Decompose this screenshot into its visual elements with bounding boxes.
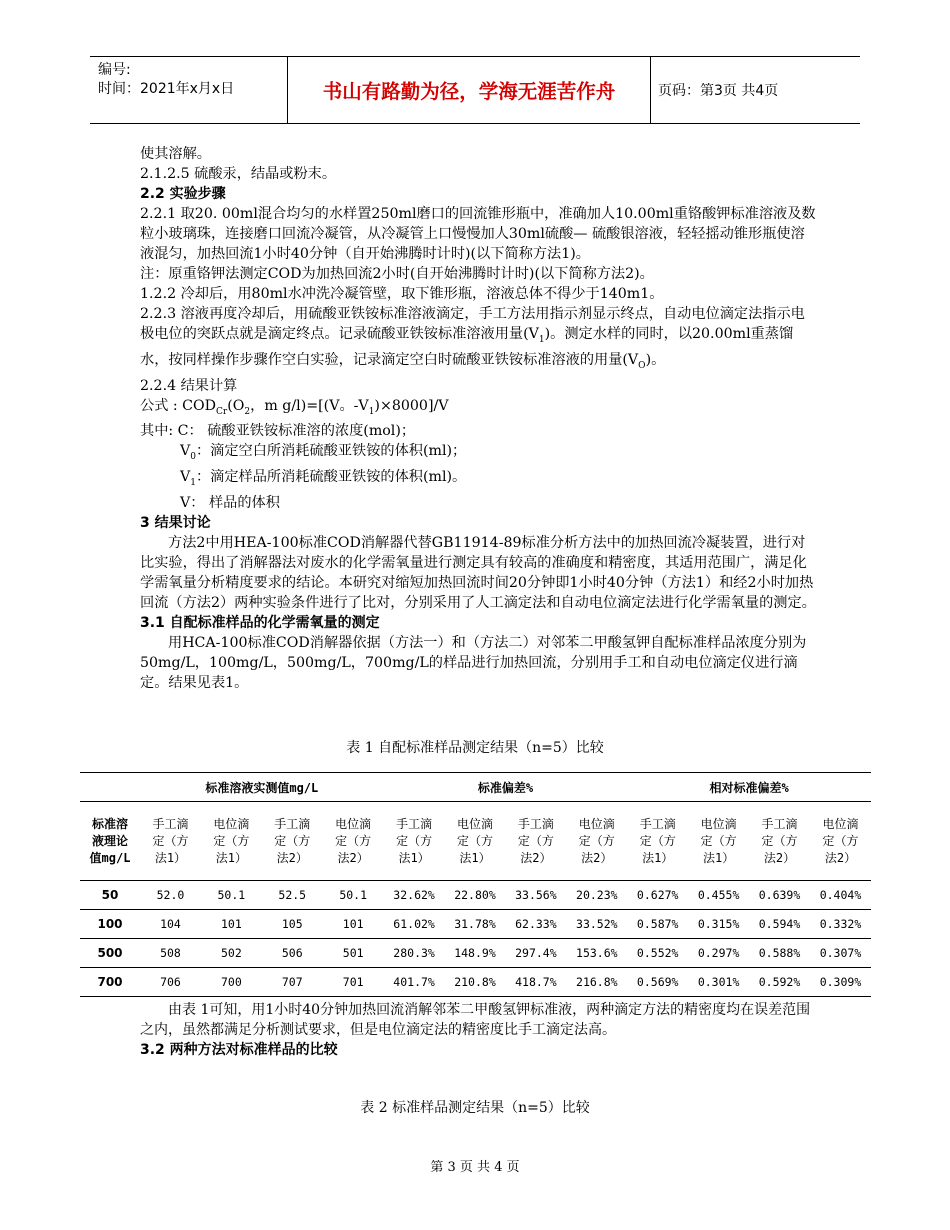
table-header-text: 电位滴定（方法2） — [335, 816, 372, 865]
header-meta — [98, 61, 288, 99]
section-heading: 3.2 两种方法对标准样品的比较 — [140, 1042, 338, 1058]
table-header-text: 手工滴定（方法2） — [517, 816, 554, 865]
table-header-cell — [810, 802, 871, 881]
table-cell: 50.1 — [201, 881, 262, 910]
paragraph: 由表 1可知，用1小时40分钟加热回流消解邻苯二甲酸氢钾标准液，两种滴定方法的精密度均在误差范围之内，虽然都满足分析测试要求，但是电位滴定法的精密度比手工滴定法高。 — [140, 1002, 811, 1038]
results-table — [80, 772, 871, 997]
section-heading: 3.1 自配标准样品的化学需氧量的测定 — [140, 615, 380, 632]
table-cell: 700 — [201, 968, 262, 997]
table-cell: 31.78% — [445, 910, 506, 939]
table-cell: 62.33% — [505, 910, 566, 939]
table-caption: 表 1 自配标准样品测定结果（n=5）比较 — [346, 740, 604, 756]
paragraph: 用HCA-100标准COD消解器依据（方法一）和（方法二）对邻苯二甲酸氢钾自配标准样品浓度分别为50mg/L，100mg/L，500mg/L，700mg/L的样品进行加热回流，分别用手工和自动电位滴定仪进行滴定。结果见表1。 — [140, 635, 807, 692]
paragraph: 2.1.2.5 硫酸汞，结晶或粉末。 — [140, 166, 337, 182]
table-header-cell — [80, 773, 140, 802]
table-body — [80, 881, 871, 997]
paragraph — [140, 304, 816, 376]
after-table-section — [140, 1000, 820, 1060]
table-row — [80, 939, 871, 968]
paragraph: 2.2.4 结果计算 — [140, 377, 238, 394]
table-cell: 0.297% — [688, 939, 749, 968]
table-cell: 0.587% — [627, 910, 688, 939]
formula — [140, 396, 816, 422]
table-row — [80, 968, 871, 997]
table-header-text: 标准溶液理论值mg/L — [89, 816, 131, 865]
table-cell: 101 — [201, 910, 262, 939]
text: 公式 : COD — [140, 397, 217, 414]
subscript: Cr — [216, 406, 228, 417]
table-cell: 32.62% — [384, 881, 445, 910]
table-header-text: 手工滴定（方法1） — [396, 816, 433, 865]
table-cell: 506 — [262, 939, 323, 968]
table-cell: 0.588% — [749, 939, 810, 968]
table-cell: 0.455% — [688, 881, 749, 910]
table-cell: 401.7% — [384, 968, 445, 997]
table-cell: 701 — [323, 968, 384, 997]
table-header-cell — [80, 802, 140, 881]
table-cell: 707 — [262, 968, 323, 997]
table-cell: 50.1 — [323, 881, 384, 910]
text: )×8000]/V — [374, 397, 449, 414]
table-cell: 153.6% — [566, 939, 627, 968]
text: V — [180, 443, 191, 460]
page-header — [90, 56, 860, 124]
header-time-label: 时间：2021年x月x日 — [98, 81, 235, 97]
table-cell: 105 — [262, 910, 323, 939]
table-cell: 418.7% — [505, 968, 566, 997]
table-cell: 0.552% — [627, 939, 688, 968]
table-cell: 706 — [140, 968, 201, 997]
text: )。测定水样的同时，以20.00ml重蒸馏水，按同样操作步骤作空白实验，记录滴定空白时硫酸亚铁铵标准溶液的用量(V — [140, 326, 794, 368]
table-cell: 0.307% — [810, 939, 871, 968]
table-cell: 104 — [140, 910, 201, 939]
variable-definition — [140, 467, 816, 493]
table-cell: 0.309% — [810, 968, 871, 997]
table-header-text: 电位滴定（方法2） — [822, 816, 859, 865]
variable-definition: V： 样品的体积 — [180, 495, 280, 512]
table-header-cell — [566, 802, 627, 881]
header-divider — [650, 57, 651, 123]
table-header-cell — [384, 802, 445, 881]
table-cell: 280.3% — [384, 939, 445, 968]
table-header-cell — [323, 802, 384, 881]
table-header-cell — [688, 802, 749, 881]
table-cell: 50 — [80, 881, 140, 910]
table-cell: 508 — [140, 939, 201, 968]
table-cell: 0.301% — [688, 968, 749, 997]
table-cell: 100 — [80, 910, 140, 939]
table-cell: 0.404% — [810, 881, 871, 910]
table-cell: 148.9% — [445, 939, 506, 968]
page-footer: 第 3 页 共 4 页 — [430, 1160, 520, 1175]
text: 2.2.3 溶液再度冷却后，用硫酸亚铁铵标准溶液滴定，手工方法用指示剂显示终点，自动电位滴定法指示电极电位的突跃点就是滴定终点。记录硫酸亚铁铵标准溶液用量(V — [140, 306, 805, 342]
paragraph: 方法2中用HEA-100标准COD消解器代替GB11914-89标准分析方法中的加热回流冷凝装置，进行对比实验，得出了消解器法对废水的化学需氧量进行测定具有较高的准确度和精密度，其适用范围广，满足化学需氧量分析精度要求的结论。本研究对缩短加热回流时间20分钟即1小时40分钟（方法1）和经2小时加热回流（方法2）两种实验条件进行了比对，分别采用了人工滴定法和自动电位滴定法进行化学需氧量的测定。 — [140, 535, 816, 612]
text: )。 — [645, 351, 666, 368]
table-cell: 0.594% — [749, 910, 810, 939]
table-header-cell — [201, 802, 262, 881]
paragraph: 1.2.2 冷却后，用80ml水冲洗冷凝管壁，取下锥形瓶，溶液总体不得少于140m1。 — [140, 286, 664, 302]
table-cell: 216.8% — [566, 968, 627, 997]
table-row — [80, 910, 871, 939]
table-cell: 101 — [323, 910, 384, 939]
table-header-cell — [140, 802, 201, 881]
text: ：滴定空白所消耗硫酸亚铁铵的体积(ml)； — [195, 443, 467, 460]
table-header-text: 手工滴定（方法2） — [761, 816, 798, 865]
header-page-info: 页码：第3页 共4页 — [658, 83, 779, 99]
table-header-text: 电位滴定（方法1） — [213, 816, 250, 865]
table-header-text: 电位滴定（方法2） — [578, 816, 615, 865]
table-cell: 0.315% — [688, 910, 749, 939]
table-cell: 297.4% — [505, 939, 566, 968]
table-header-cell — [749, 802, 810, 881]
table-cell: 501 — [323, 939, 384, 968]
table-cell: 0.627% — [627, 881, 688, 910]
section-heading: 3 结果讨论 — [140, 515, 211, 532]
table-subheader-row — [80, 802, 871, 881]
text: V — [180, 469, 191, 486]
table-group-header-row — [80, 773, 871, 802]
paragraph: 注：原重铬钾法测定COD为加热回流2小时(自开始沸腾时计时)(以下简称方法2)。 — [140, 266, 654, 282]
table-cell: 52.0 — [140, 881, 201, 910]
table-header-text: 手工滴定（方法2） — [274, 816, 311, 865]
table-cell: 500 — [80, 939, 140, 968]
subscript: 1 — [190, 478, 196, 489]
variable-definition: 其中: C： 硫酸亚铁铵标准溶的浓度(mol)； — [140, 423, 416, 440]
header-motto: 书山有路勤为径，学海无涯苦作舟 — [322, 80, 616, 103]
subscript: 1 — [538, 334, 545, 345]
table-row — [80, 881, 871, 910]
table-cell: 33.56% — [505, 881, 566, 910]
table-cell: 61.02% — [384, 910, 445, 939]
table-header-text: 电位滴定（方法1） — [456, 816, 493, 865]
subscript: 1 — [368, 406, 375, 417]
table-group-header: 相对标准偏差% — [627, 773, 871, 802]
header-number-label: 编号: — [98, 62, 131, 78]
document-body — [140, 144, 816, 693]
table-cell: 700 — [80, 968, 140, 997]
table-header-text: 手工滴定（方法1） — [152, 816, 189, 865]
table-caption: 表 2 标准样品测定结果（n=5）比较 — [360, 1100, 590, 1116]
paragraph: 使其溶解。 — [140, 146, 211, 162]
table-cell: 210.8% — [445, 968, 506, 997]
table-header-cell — [445, 802, 506, 881]
table-group-header: 标准溶液实测值mg/L — [140, 773, 384, 802]
table-cell: 52.5 — [262, 881, 323, 910]
subscript: 0 — [190, 452, 196, 463]
table-cell: 33.52% — [566, 910, 627, 939]
table-cell: 0.569% — [627, 968, 688, 997]
table-header-cell — [262, 802, 323, 881]
text: ：滴定样品所消耗硫酸亚铁铵的体积(ml)。 — [195, 469, 467, 486]
table-header-cell — [627, 802, 688, 881]
paragraph: 2.2.1 取20. 00ml混合均匀的水样置250ml磨口的回流锥形瓶中，准确加人10.00ml重铬酸钾标准溶液及数粒小玻璃珠，连接磨口回流冷凝管，从冷凝管上口慢慢加人30ml硫酸— 硫酸银溶液，轻轻摇动锥形瓶使溶液混匀，加热回流1小时40分钟（自开始沸腾时计时)(以下简称方法1)。 — [140, 206, 816, 262]
table-cell: 0.639% — [749, 881, 810, 910]
section-heading: 2.2 实验步骤 — [140, 186, 226, 202]
table-header-text: 手工滴定（方法1） — [639, 816, 676, 865]
subscript: 2 — [244, 406, 251, 417]
table-cell: 0.332% — [810, 910, 871, 939]
table-header-cell — [505, 802, 566, 881]
table-header-text: 电位滴定（方法1） — [700, 816, 737, 865]
subscript: O — [638, 360, 646, 371]
text: (O — [227, 397, 245, 414]
table-cell: 22.80% — [445, 881, 506, 910]
table-cell: 0.592% — [749, 968, 810, 997]
table-group-header: 标准偏差% — [384, 773, 628, 802]
table-cell: 20.23% — [566, 881, 627, 910]
table-cell: 502 — [201, 939, 262, 968]
variable-definition — [140, 441, 816, 467]
text: ，m g/l)=[(V。-V — [250, 397, 369, 414]
